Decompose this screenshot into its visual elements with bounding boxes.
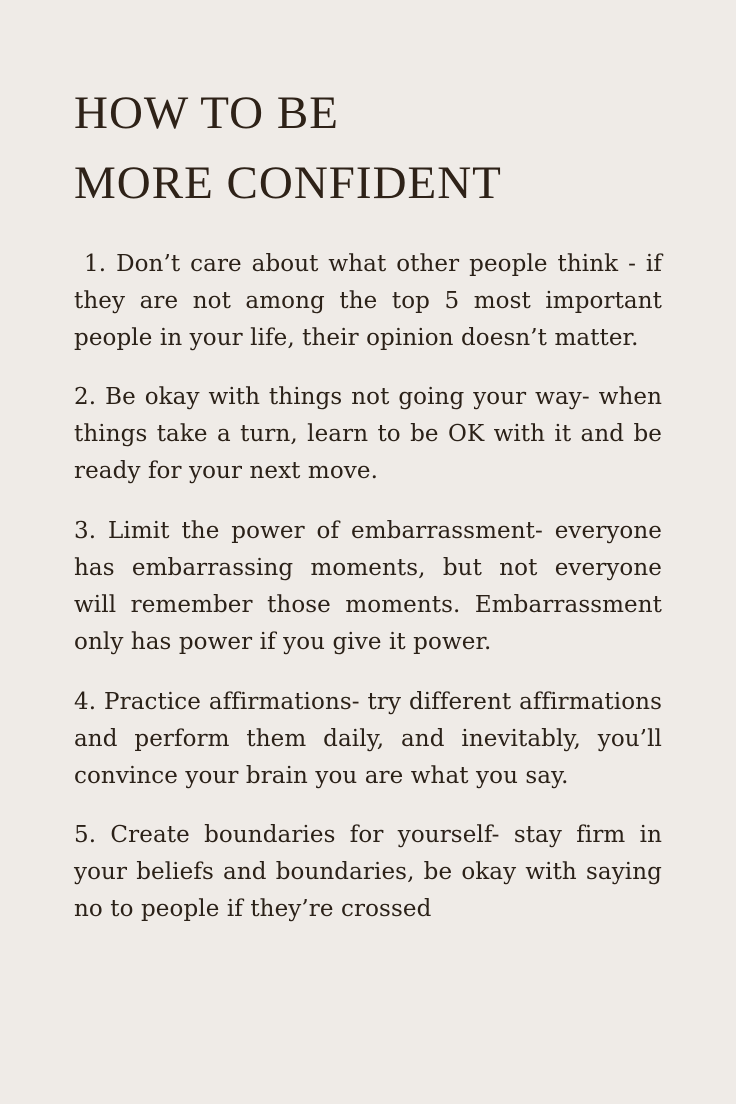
tip-item-1: 1. Don’t care about what other people think - if they are not among the top 5 most important people in your life, their opinion doesn’t matter. <box>74 251 662 351</box>
tip-item-2: 2. Be okay with things not going your way- when things take a turn, learn to be OK with it and be ready for your next move. <box>74 384 662 484</box>
tip-item-3: 3. Limit the power of embarrassment- everyone has embarrassing moments, but not everyone will remember those moments. Embarrassment only has power if you give it power. <box>74 518 662 655</box>
title-line-1: HOW TO BE <box>74 87 339 139</box>
tip-item-4: 4. Practice affirmations- try different affirmations and perform them daily, and inevitably, you’ll convince your brain you are what you say. <box>74 689 662 789</box>
title-line-2: MORE CONFIDENT <box>74 157 502 209</box>
tips-list <box>74 246 662 950</box>
page-title <box>74 78 674 218</box>
tip-item-5: 5. Create boundaries for yourself- stay firm in your beliefs and boundaries, be okay with saying no to people if they’re crossed <box>74 822 662 922</box>
